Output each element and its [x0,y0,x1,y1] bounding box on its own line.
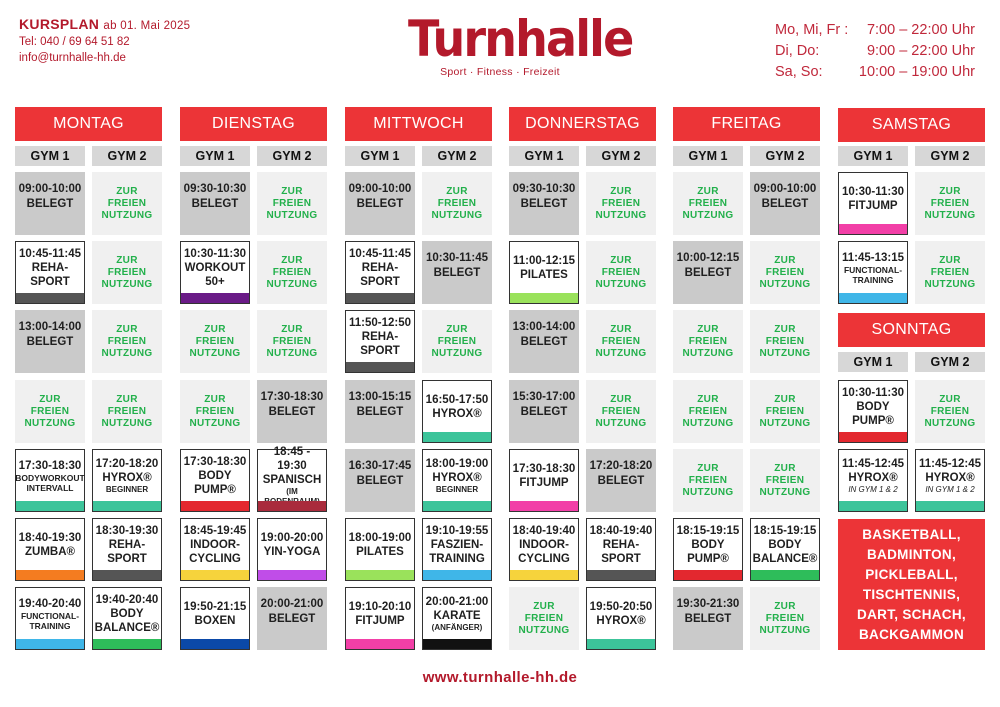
free-label: ZUR FREIEN NUTZUNG [431,185,483,221]
gym-header: GYM 1 [509,146,579,166]
schedule-slot-course [838,241,908,304]
gym-header: GYM 2 [915,146,985,166]
slot-time: 09:00-10:00 [348,183,412,195]
belegt-label: BELEGT [191,198,239,210]
slot-time: 10:30-11:30 [841,185,905,198]
day-header-donnerstag: DONNERSTAG [509,107,656,141]
schedule-slot-belegt [257,587,327,650]
schedule-slot-course [92,449,162,512]
schedule-slot-course [422,380,492,443]
schedule-slot-course [586,518,656,581]
schedule-slot-free [915,380,985,443]
free-label: ZUR FREIEN NUTZUNG [189,393,241,429]
schedule-slot-course [345,310,415,373]
course-color-bar [346,639,414,649]
gym-header: GYM 1 [838,352,908,372]
free-label: ZUR FREIEN NUTZUNG [101,254,153,290]
belegt-label: BELEGT [356,198,404,210]
slot-time: 18:00-19:00 [348,531,412,544]
free-label: ZUR FREIEN NUTZUNG [924,254,976,290]
course-color-bar [346,570,414,580]
course-color-bar [839,432,907,442]
schedule-slot-course [15,518,85,581]
hours-time: 7:00 – 22:00 Uhr [866,22,975,38]
schedule-slot-free [422,172,492,235]
schedule-slot-free [750,310,820,373]
slot-time: 17:30-18:30 [183,455,247,468]
schedule-slot-course [92,518,162,581]
course-color-bar [93,501,161,511]
course-name: INDOOR- CYCLING [518,538,570,565]
course-color-bar [839,293,907,303]
course-name: PILATES [356,545,404,558]
course-name: HYROX® [925,471,975,484]
slot-time: 19:40-20:40 [95,593,159,606]
free-label: ZUR FREIEN NUTZUNG [266,323,318,359]
course-color-bar [839,501,907,511]
course-color-bar [16,639,84,649]
slot-time: 11:00-12:15 [512,254,576,267]
free-label: ZUR FREIEN NUTZUNG [759,462,811,498]
schedule-slot-free [586,172,656,235]
course-name: INDOOR- CYCLING [189,538,241,565]
schedule-slot-course [838,172,908,235]
schedule-slot-free [92,380,162,443]
schedule-slot-free [92,241,162,304]
gym-header: GYM 1 [15,146,85,166]
schedule-slot-free [15,380,85,443]
schedule-slot-course [15,241,85,304]
course-name: HYROX® [102,471,152,484]
free-label: ZUR FREIEN NUTZUNG [518,600,570,636]
course-name: FUNCTIONAL- TRAINING [20,610,80,631]
course-color-bar [93,570,161,580]
hours-days: Di, Do: [775,43,820,59]
schedule-slot-belegt [422,241,492,304]
slot-time: 15:30-17:00 [512,391,576,403]
schedule-slot-free [673,449,743,512]
course-name: FITJUMP [848,199,898,212]
course-name: WORKOUT 50+ [184,261,246,288]
schedule-slot-free [750,587,820,650]
slot-time: 13:00-14:00 [512,321,576,333]
slot-time: 17:30-18:30 [260,391,324,403]
course-name: BODY BALANCE® [94,607,160,634]
slot-time: 18:40-19:40 [589,524,653,537]
slot-time: 20:00-21:00 [425,595,489,608]
schedule-slot-course [345,587,415,650]
course-name: BODY BALANCE® [752,538,818,565]
free-label: ZUR FREIEN NUTZUNG [759,254,811,290]
slot-time: 18:45-19:45 [183,524,247,537]
course-name: YIN-YOGA [263,545,321,558]
free-label: ZUR FREIEN NUTZUNG [431,323,483,359]
free-label: ZUR FREIEN NUTZUNG [759,323,811,359]
schedule-slot-free [586,241,656,304]
free-label: ZUR FREIEN NUTZUNG [101,185,153,221]
slot-time: 09:30-10:30 [183,183,247,195]
slot-time: 11:45-13:15 [841,251,905,264]
day-header-sonntag: SONNTAG [838,313,985,347]
course-color-bar [181,570,249,580]
course-name: REHA- SPORT [601,538,641,565]
schedule-slot-belegt [257,380,327,443]
slot-time: 10:30-11:30 [183,247,247,260]
schedule-slot-belegt [509,310,579,373]
slot-time: 10:45-11:45 [348,247,412,260]
free-label: ZUR FREIEN NUTZUNG [682,185,734,221]
course-name: ZUMBA® [25,545,75,558]
schedule-slot-free [673,310,743,373]
belegt-label: BELEGT [268,406,316,418]
hours-days: Sa, So: [775,64,823,80]
schedule-slot-free [586,310,656,373]
slot-time: 10:30-11:45 [425,252,489,264]
course-name: HYROX® [432,407,482,420]
course-note: IN GYM 1 & 2 [925,484,975,494]
course-note: (ANFÄNGER) [431,622,483,632]
schedule-slot-free [422,310,492,373]
slot-time: 19:30-21:30 [676,598,740,610]
opening-hours [775,20,975,83]
free-label: ZUR FREIEN NUTZUNG [595,254,647,290]
schedule-slot-belegt [509,380,579,443]
schedule-slot-course [838,380,908,443]
course-color-bar [751,570,819,580]
slot-time: 09:00-10:00 [753,183,817,195]
slot-time: 18:45 - 19:30 [273,445,311,472]
gym-header: GYM 2 [915,352,985,372]
course-name: PILATES [520,268,568,281]
logo-wordmark: Turnhalle [408,10,633,68]
course-color-bar [674,570,742,580]
hours-row [775,20,975,41]
hours-row [775,62,975,83]
free-label: ZUR FREIEN NUTZUNG [759,393,811,429]
slot-time: 10:30-11:30 [841,386,905,399]
free-label: ZUR FREIEN NUTZUNG [682,462,734,498]
schedule-slot-free [180,310,250,373]
course-name: BODYWORKOUT INTERVALL [15,472,85,493]
slot-time: 19:40-20:40 [18,597,82,610]
schedule-slot-course [750,518,820,581]
day-header-samstag: SAMSTAG [838,108,985,142]
course-color-bar [510,293,578,303]
kursplan-title: KURSPLAN [19,16,100,32]
course-name: REHA- SPORT [360,261,400,288]
schedule-slot-belegt [673,587,743,650]
course-note: IN GYM 1 & 2 [848,484,898,494]
free-label: ZUR FREIEN NUTZUNG [266,254,318,290]
schedule-slot-course [673,518,743,581]
hours-days: Mo, Mi, Fr : [775,22,849,38]
schedule-slot-belegt [345,380,415,443]
belegt-label: BELEGT [520,336,568,348]
slot-time: 09:00-10:00 [18,183,82,195]
schedule-slot-course [92,587,162,650]
free-label: ZUR FREIEN NUTZUNG [266,185,318,221]
course-name: FITJUMP [355,614,405,627]
schedule-slot-course [838,449,908,512]
free-label: ZUR FREIEN NUTZUNG [189,323,241,359]
course-name: FITJUMP [519,476,569,489]
slot-time: 18:30-19:30 [95,524,159,537]
belegt-label: BELEGT [433,267,481,279]
course-color-bar [181,501,249,511]
schedule-slot-course [422,449,492,512]
free-label: ZUR FREIEN NUTZUNG [101,323,153,359]
slot-time: 11:50-12:50 [348,316,412,329]
course-name: BODY PUMP® [852,400,894,427]
schedule-slot-course [915,449,985,512]
gym-header: GYM 1 [345,146,415,166]
free-label: ZUR FREIEN NUTZUNG [101,393,153,429]
schedule-slot-course [257,445,327,512]
free-label: ZUR FREIEN NUTZUNG [595,185,647,221]
slot-time: 16:30-17:45 [348,460,412,472]
slot-time: 11:45-12:45 [841,457,905,470]
course-color-bar [16,570,84,580]
slot-time: 16:50-17:50 [425,393,489,406]
course-color-bar [916,501,984,511]
course-name: BOXEN [194,614,236,627]
sports-box: BASKETBALL, BADMINTON, PICKLEBALL, TISCHTENNIS, DART, SCHACH, BACKGAMMON [838,519,985,650]
belegt-label: BELEGT [684,267,732,279]
hours-time: 10:00 – 19:00 Uhr [858,64,975,80]
gym-header: GYM 1 [180,146,250,166]
schedule-slot-belegt [750,172,820,235]
schedule-slot-belegt [586,449,656,512]
free-label: ZUR FREIEN NUTZUNG [595,393,647,429]
course-color-bar [93,639,161,649]
schedule-slot-free [673,172,743,235]
logo [400,10,633,78]
slot-time: 17:20-18:20 [589,460,653,472]
schedule-slot-course [422,518,492,581]
course-color-bar [423,432,491,442]
free-label: ZUR FREIEN NUTZUNG [924,185,976,221]
schedule-slot-belegt [509,172,579,235]
course-color-bar [423,501,491,511]
schedule-slot-free [915,241,985,304]
schedule-slot-free [915,172,985,235]
schedule-slot-course [422,587,492,650]
schedule-slot-free [257,172,327,235]
phone-number: Tel: 040 / 69 64 51 82 [19,36,130,48]
schedule-slot-course [509,449,579,512]
free-label: ZUR FREIEN NUTZUNG [682,323,734,359]
contact-block [19,16,190,66]
course-color-bar [346,293,414,303]
course-color-bar [181,293,249,303]
course-note: BEGINNER [435,484,479,494]
course-color-bar [839,224,907,234]
course-color-bar [587,639,655,649]
belegt-label: BELEGT [520,198,568,210]
schedule-slot-course [180,449,250,512]
schedule-slot-course [180,587,250,650]
free-label: ZUR FREIEN NUTZUNG [759,600,811,636]
gym-header: GYM 2 [92,146,162,166]
slot-time: 18:40-19:40 [512,524,576,537]
gym-header: GYM 1 [673,146,743,166]
free-label: ZUR FREIEN NUTZUNG [924,393,976,429]
course-name: FASZIEN- TRAINING [429,538,485,565]
free-label: ZUR FREIEN NUTZUNG [595,323,647,359]
slot-time: 13:00-15:15 [348,391,412,403]
course-color-bar [510,501,578,511]
course-name: FUNCTIONAL- TRAINING [843,264,903,285]
schedule-slot-belegt [15,310,85,373]
belegt-label: BELEGT [597,475,645,487]
belegt-label: BELEGT [520,406,568,418]
schedule-slot-course [15,587,85,650]
free-label: ZUR FREIEN NUTZUNG [682,393,734,429]
hours-time: 9:00 – 22:00 Uhr [866,43,975,59]
schedule-slot-course [180,518,250,581]
schedule-slot-course [15,449,85,512]
belegt-label: BELEGT [356,475,404,487]
schedule-slot-course [345,241,415,304]
slot-time: 19:00-20:00 [260,531,324,544]
course-note: (IM [286,486,298,496]
schedule-slot-free [92,172,162,235]
website-url[interactable]: www.turnhalle-hh.de [422,669,578,686]
gym-header: GYM 2 [422,146,492,166]
slot-time: 13:00-14:00 [18,321,82,333]
schedule-slot-belegt [345,172,415,235]
schedule-slot-free [92,310,162,373]
schedule-slot-free [750,449,820,512]
gym-header: GYM 2 [586,146,656,166]
gym-header: GYM 1 [838,146,908,166]
schedule-slot-course [586,587,656,650]
course-color-bar [181,639,249,649]
slot-time: 10:45-11:45 [18,247,82,260]
schedule-slot-free [180,380,250,443]
belegt-label: BELEGT [268,613,316,625]
course-name: HYROX® [432,471,482,484]
day-header-freitag: FREITAG [673,107,820,141]
slot-time: 11:45-12:45 [918,457,982,470]
logo-tagline: Sport · Fitness · Freizeit [440,66,560,78]
course-color-bar [258,570,326,580]
course-name: HYROX® [848,471,898,484]
course-name: HYROX® [596,614,646,627]
course-name: REHA- SPORT [107,538,147,565]
schedule-slot-free [509,587,579,650]
schedule-slot-free [586,380,656,443]
email-address: info@turnhalle-hh.de [19,52,126,64]
belegt-label: BELEGT [684,613,732,625]
slot-time: 17:20-18:20 [95,457,159,470]
day-header-dienstag: DIENSTAG [180,107,327,141]
course-name: REHA- SPORT [30,261,70,288]
gym-header: GYM 2 [750,146,820,166]
schedule-slot-free [257,310,327,373]
day-header-mittwoch: MITTWOCH [345,107,492,141]
slot-time: 17:30-18:30 [512,462,576,475]
schedule-slot-belegt [345,449,415,512]
schedule-slot-course [345,518,415,581]
free-label: ZUR FREIEN NUTZUNG [24,393,76,429]
slot-time: 18:15-19:15 [676,524,740,537]
schedule-slot-course [509,241,579,304]
course-name: BODY PUMP® [687,538,729,565]
course-color-bar [346,362,414,372]
schedule-slot-course [180,241,250,304]
day-header-montag: MONTAG [15,107,162,141]
schedule-slot-free [673,380,743,443]
schedule-slot-course [509,518,579,581]
valid-from: ab 01. Mai 2025 [103,20,191,32]
course-color-bar [423,570,491,580]
course-color-bar [16,293,84,303]
slot-time: 18:40-19:30 [18,531,82,544]
belegt-label: BELEGT [26,198,74,210]
schedule-slot-free [257,241,327,304]
slot-time: 10:00-12:15 [676,252,740,264]
schedule-slot-belegt [673,241,743,304]
slot-time: 19:50-21:15 [183,600,247,613]
course-name: BODY PUMP® [194,469,236,496]
course-color-bar [258,501,326,511]
course-name: SPANISCH [262,473,322,486]
slot-time: 19:50-20:50 [589,600,653,613]
course-name: REHA- SPORT [360,330,400,357]
hours-row [775,41,975,62]
gym-header: GYM 2 [257,146,327,166]
belegt-label: BELEGT [26,336,74,348]
course-name: KARATE [433,609,481,622]
course-color-bar [423,639,491,649]
slot-time: 18:15-19:15 [753,524,817,537]
course-color-bar [587,570,655,580]
schedule-slot-belegt [15,172,85,235]
slot-time: 19:10-19:55 [425,524,489,537]
slot-time: 20:00-21:00 [260,598,324,610]
slot-time: 19:10-20:10 [348,600,412,613]
schedule-slot-belegt [180,172,250,235]
course-color-bar [16,501,84,511]
slot-time: 09:30-10:30 [512,183,576,195]
schedule-slot-free [750,241,820,304]
course-note: BEGINNER [105,484,149,494]
slot-time: 17:30-18:30 [18,459,82,472]
schedule-slot-free [750,380,820,443]
belegt-label: BELEGT [356,406,404,418]
slot-time: 18:00-19:00 [425,457,489,470]
course-color-bar [510,570,578,580]
belegt-label: BELEGT [761,198,809,210]
schedule-slot-course [257,518,327,581]
